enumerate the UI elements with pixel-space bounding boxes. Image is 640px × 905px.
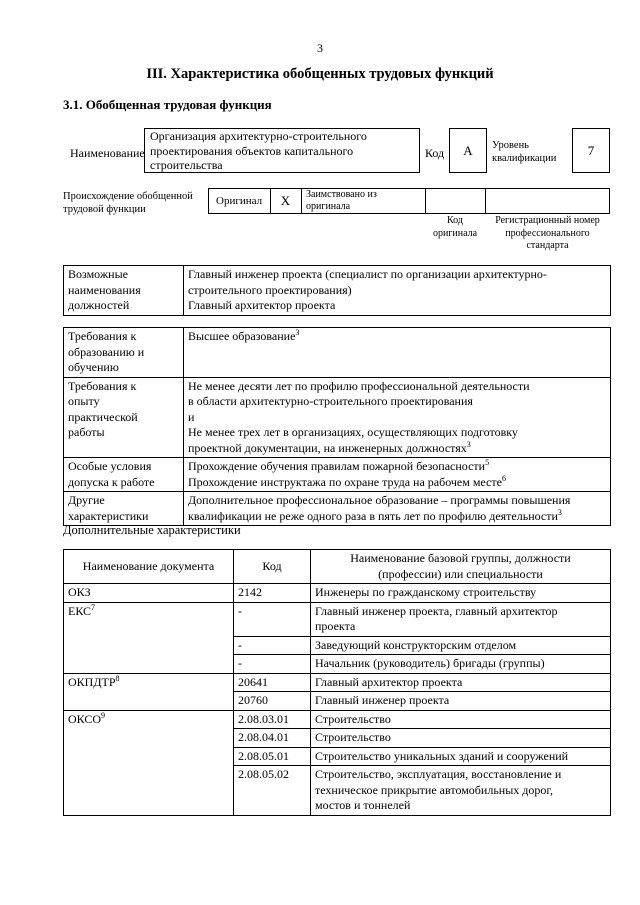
table-row [64,584,611,603]
function-name-line: Организация архитектурно-строительного [150,129,367,143]
requirement-value: Не менее десяти лет по профилю профессиональной деятельности в области архитектурно-строительного проектирования и Не менее трех лет в организациях, осуществляющих подготовку проектной документации, на инженерных должностях$^3$ [184,377,611,458]
name-cell: Начальник (руководитель) бригады (группы) [311,655,611,674]
requirements-table [63,327,611,526]
code-cell: - [234,636,311,655]
table-row [64,710,611,729]
code-box [449,128,487,173]
job-titles-table [63,265,611,316]
code-label: Код [425,146,445,160]
additional-table [63,549,611,816]
footnote-ref: 6 [501,473,506,483]
name-cell: Инженеры по гражданскому строительству [311,584,611,603]
header-doc: Наименование документа [64,550,234,584]
table-row [64,492,611,526]
level-box [572,128,610,173]
level-label: Уровень квалификации [492,140,557,164]
subsection-title: 3.1. Обобщенная трудовая функция [63,97,272,112]
page-number: 3 [317,41,323,55]
job-titles-label: Возможные наименования должностей [64,266,184,316]
doc-cell: ОКПДТР$^8$ [64,673,234,710]
footnote-ref: 3 [466,439,471,449]
table-row [64,377,611,458]
code-cell: 20641 [234,673,311,692]
origin-label: Происхождение обобщенной трудовой функции [63,191,193,215]
origin-box [208,188,610,214]
code-cell: 2.08.05.02 [234,766,311,816]
table-header-row [64,550,611,584]
name-cell: Строительство, эксплуатация, восстановление и техническое прикрытие автомобильных дорог, мостов и тоннелей [311,766,611,816]
borrowed-label: Заимствовано из оригинала [306,189,377,212]
doc-cell: ЕКС$^7$ [64,602,234,673]
name-label: Наименование [70,146,145,160]
table-row [64,673,611,692]
code-original-caption: Код оригинала [432,215,478,239]
reg-number-caption: Регистрационный номер профессионального стандарта [495,215,600,251]
doc-cell: ОКЗ [64,584,234,603]
original-label: Оригинал [216,195,263,207]
name-cell: Строительство [311,729,611,748]
original-mark: X [280,193,291,208]
footnote-ref: 3 [295,328,300,337]
job-titles-value: Главный инженер проекта (специалист по организации архитектурно- строительного проектирования) Главный архитектор проекта [184,266,611,316]
requirement-label: Другие характеристики [64,492,184,526]
name-cell: Главный инженер проекта [311,692,611,711]
code-cell: 2.08.05.01 [234,747,311,766]
header-name: Наименование базовой группы, должности (профессии) или специальности [311,550,611,584]
code-cell: 2.08.04.01 [234,729,311,748]
table-row [64,602,611,636]
footnote-ref: 3 [557,507,562,517]
requirement-value: Прохождение обучения правилам пожарной безопасности$^5$ Прохождение инструктажа по охране труда на рабочем месте$^6$ [184,458,611,492]
requirement-label: Требования к опыту практической работы [64,377,184,458]
table-row [64,266,611,316]
header-code: Код [234,550,311,584]
name-cell: Главный инженер проекта, главный архитектор проекта [311,602,611,636]
function-name-line: проектирования объектов капитального [150,143,354,158]
code-cell: 2142 [234,584,311,603]
code-cell: - [234,602,311,636]
footnote-ref: 5 [485,458,490,467]
name-cell: Строительство [311,710,611,729]
table-row [64,458,611,492]
code-value: A [463,143,473,158]
name-cell: Главный архитектор проекта [311,673,611,692]
additional-title: Дополнительные характеристики [63,523,241,537]
section-title: III. Характеристика обобщенных трудовых функций [146,66,494,82]
requirement-value: Высшее образование$^3$ [184,328,611,378]
function-name-box [144,128,420,173]
code-cell: 2.08.03.01 [234,710,311,729]
code-cell: 20760 [234,692,311,711]
requirement-label: Особые условия допуска к работе [64,458,184,492]
name-cell: Заведующий конструкторским отделом [311,636,611,655]
table-row [64,328,611,378]
function-name-line: строительства [150,158,223,172]
level-value: 7 [587,143,595,158]
code-cell: - [234,655,311,674]
name-cell: Строительство уникальных зданий и сооружений [311,747,611,766]
requirement-label: Требования к образованию и обучению [64,328,184,378]
requirement-value: Дополнительное профессиональное образование – программы повышения квалификации не реже одного раза в пять лет по профилю деятельности$^3$ [184,492,611,526]
doc-cell: ОКСО$^9$ [64,710,234,815]
